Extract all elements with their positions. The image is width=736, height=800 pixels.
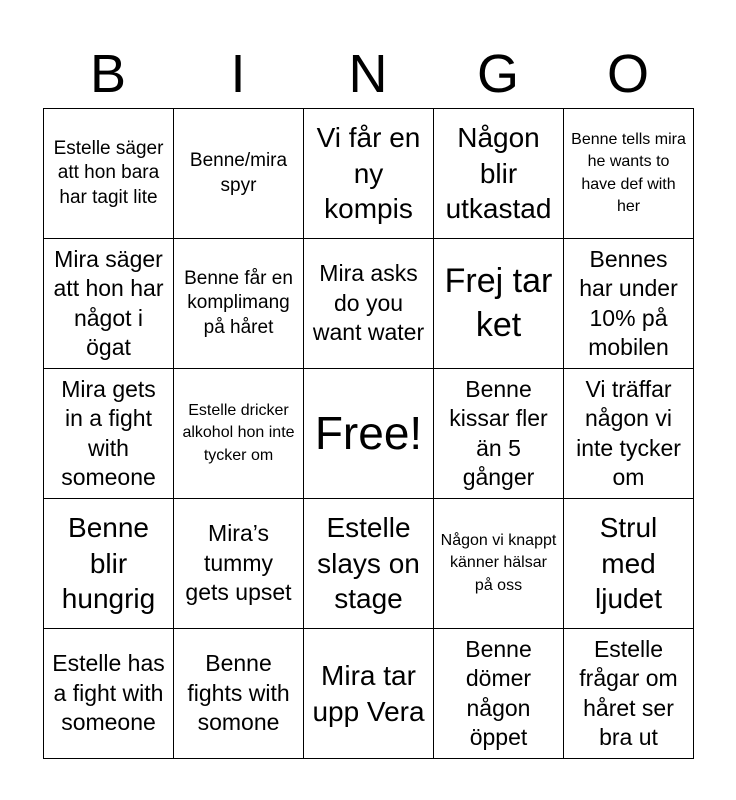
bingo-cell: Bennes har under 10% på mobilen: [564, 239, 694, 369]
bingo-cell: Estelle säger att hon bara har tagit lite: [44, 109, 174, 239]
bingo-cell: Frej tar ket: [434, 239, 564, 369]
header-letter-i: I: [230, 44, 246, 104]
bingo-cell: Mira’s tummy gets upset: [174, 499, 304, 629]
bingo-cell: Benne dömer någon öppet: [434, 629, 564, 759]
bingo-cell: Estelle dricker alkohol hon inte tycker om: [174, 369, 304, 499]
bingo-cell: Benne tells mira he wants to have def with her: [564, 109, 694, 239]
bingo-cell: Mira asks do you want water: [304, 239, 434, 369]
bingo-header: [43, 40, 693, 108]
bingo-cell: Estelle has a fight with someone: [44, 629, 174, 759]
bingo-cell: Någon vi knappt känner hälsar på oss: [434, 499, 564, 629]
bingo-cell: Estelle slays on stage: [304, 499, 434, 629]
bingo-cell: Mira säger att hon har något i ögat: [44, 239, 174, 369]
bingo-grid: [43, 108, 694, 759]
bingo-row: [44, 369, 694, 499]
bingo-row: [44, 499, 694, 629]
bingo-cell: Estelle frågar om håret ser bra ut: [564, 629, 694, 759]
header-letter-n: N: [348, 44, 388, 104]
bingo-cell: Vi träffar någon vi inte tycker om: [564, 369, 694, 499]
header-letter-g: G: [476, 44, 519, 104]
bingo-cell: Benne/mira spyr: [174, 109, 304, 239]
bingo-cell: Benne kissar fler än 5 gånger: [434, 369, 564, 499]
bingo-row: [44, 109, 694, 239]
header-letter-b: B: [89, 44, 127, 104]
bingo-row: [44, 239, 694, 369]
bingo-cell: Vi får en ny kompis: [304, 109, 434, 239]
bingo-row: [44, 629, 694, 759]
bingo-cell: Mira tar upp Vera: [304, 629, 434, 759]
bingo-cell: Någon blir utkastad: [434, 109, 564, 239]
bingo-cell: Strul med ljudet: [564, 499, 694, 629]
bingo-cell: Mira gets in a fight with someone: [44, 369, 174, 499]
free-cell: Free!: [304, 369, 434, 499]
bingo-cell: Benne blir hungrig: [44, 499, 174, 629]
bingo-cell: Benne får en komplimang på håret: [174, 239, 304, 369]
header-letter-o: O: [606, 44, 649, 104]
bingo-cell: Benne fights with somone: [174, 629, 304, 759]
